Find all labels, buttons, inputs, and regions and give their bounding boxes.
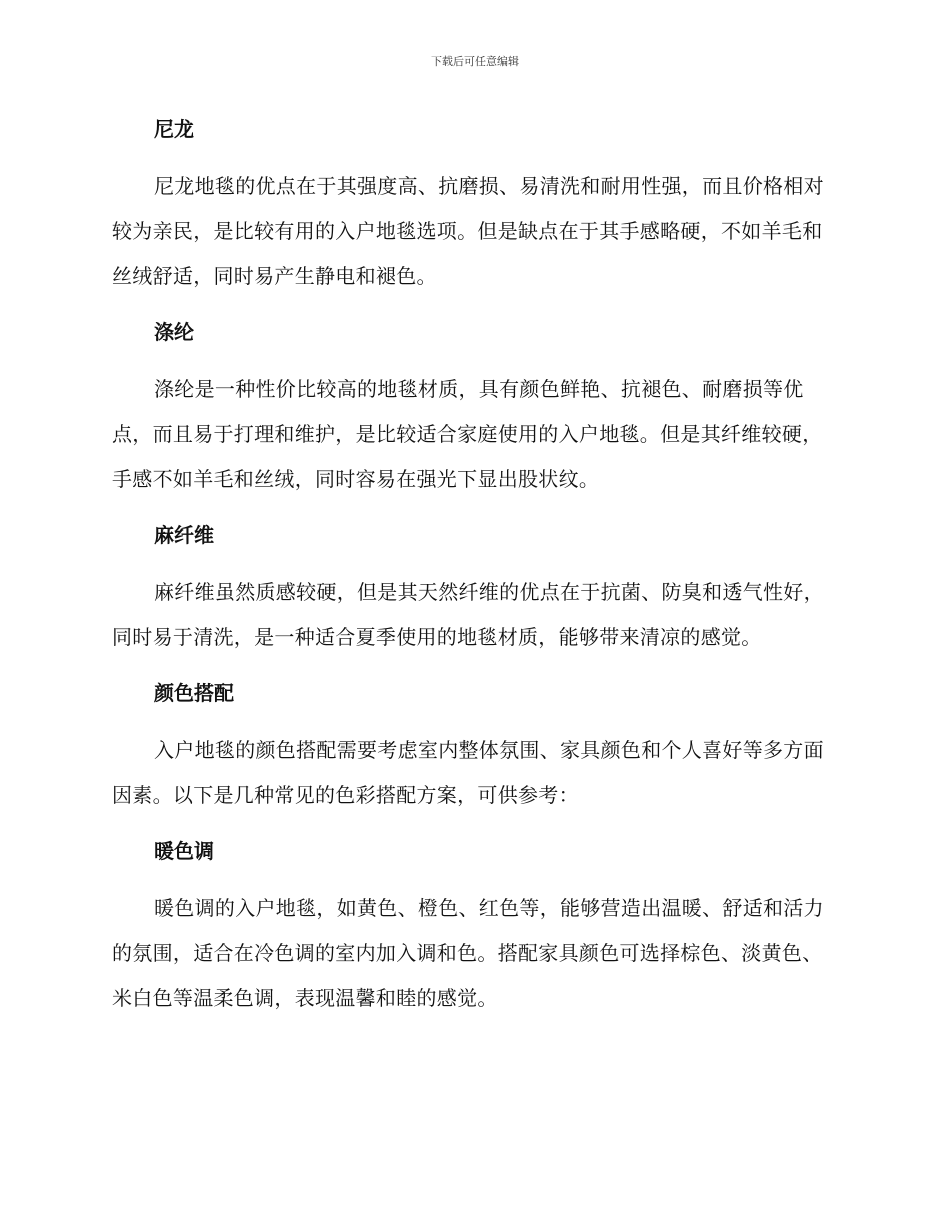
section-heading-warm-tones: 暖色调 — [154, 839, 214, 863]
section-body-warm-tones: 暖色调的入户地毯，如黄色、橙色、红色等，能够营造出温暖、舒适和活力的氛围，适合在冷色调的室内加入调和色。搭配家具颜色可选择棕色、淡黄色、米白色等温柔色调，表现温馨和睦的感觉。 — [112, 896, 824, 1010]
section-heading-hemp-fiber: 麻纤维 — [154, 523, 214, 547]
document-body — [112, 112, 832, 1021]
page-header: 下载后可任意编辑 — [431, 55, 519, 68]
section-heading-polyester: 涤纶 — [154, 320, 194, 344]
section-heading-color-matching: 颜色搭配 — [154, 681, 234, 705]
section-body-hemp-fiber: 麻纤维虽然质感较硬，但是其天然纤维的优点在于抗菌、防臭和透气性好，同时易于清洗，是一种适合夏季使用的地毯材质，能够带来清凉的感觉。 — [112, 580, 824, 649]
section-heading-nylon: 尼龙 — [154, 117, 194, 141]
section-body-polyester: 涤纶是一种性价比较高的地毯材质，具有颜色鲜艳、抗褪色、耐磨损等优点，而且易于打理和维护，是比较适合家庭使用的入户地毯。但是其纤维较硬，手感不如羊毛和丝绒，同时容易在强光下显出股状纹。 — [112, 377, 823, 491]
section-body-color-matching: 入户地毯的颜色搭配需要考虑室内整体氛围、家具颜色和个人喜好等多方面因素。以下是几种常见的色彩搭配方案，可供参考： — [112, 738, 824, 807]
section-body-nylon: 尼龙地毯的优点在于其强度高、抗磨损、易清洗和耐用性强，而且价格相对较为亲民，是比较有用的入户地毯选项。但是缺点在于其手感略硬，不如羊毛和丝绒舒适，同时易产生静电和褪色。 — [112, 174, 824, 288]
